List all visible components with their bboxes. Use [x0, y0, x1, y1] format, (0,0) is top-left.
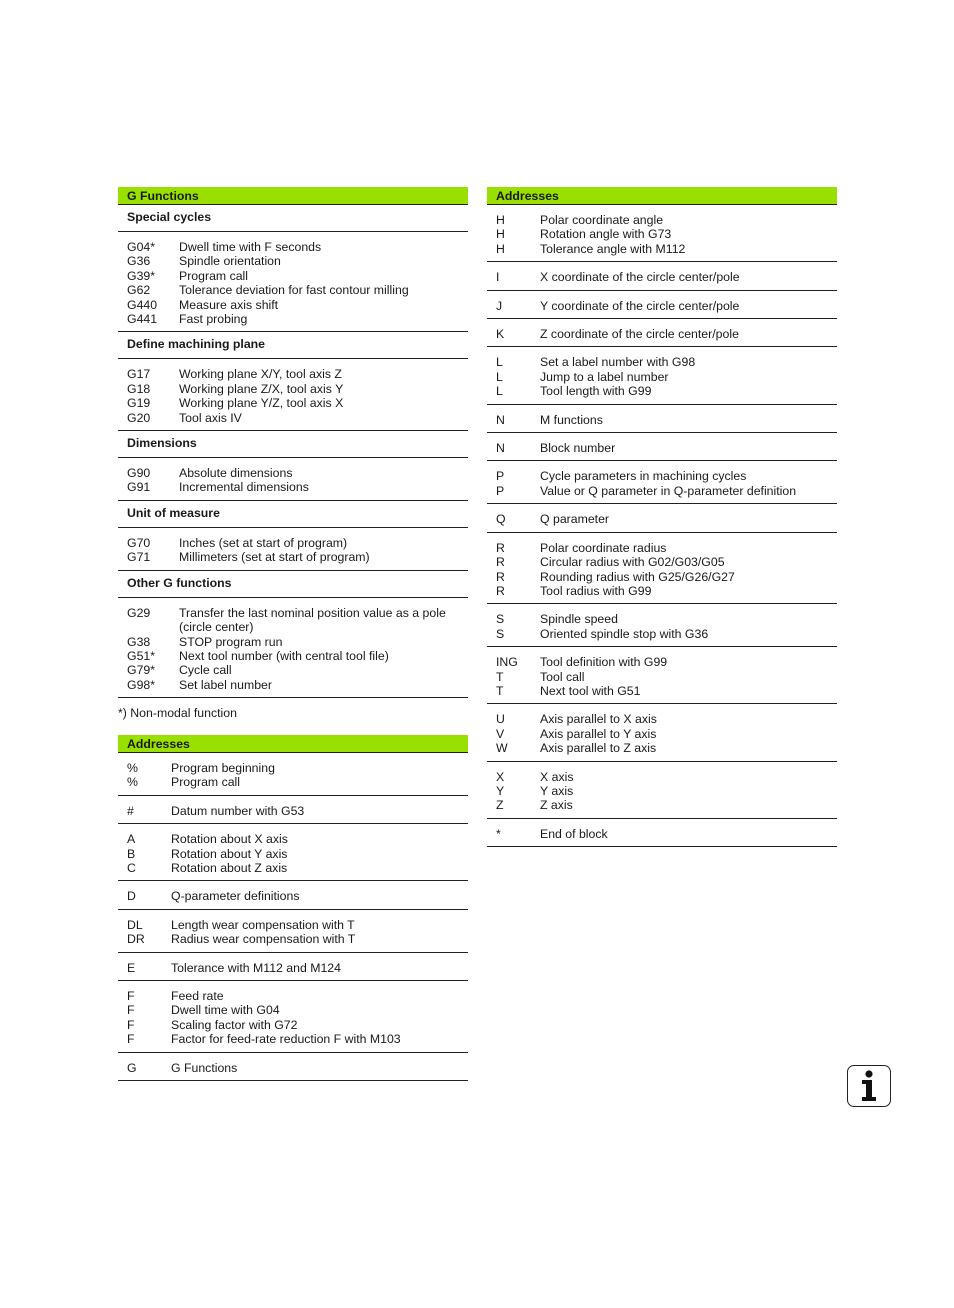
row-description: Inches (set at start of program) — [179, 535, 348, 550]
table-row — [487, 484, 837, 498]
row-description: Axis parallel to Y axis — [540, 726, 657, 741]
row-code: H — [496, 241, 505, 256]
row-description: Factor for feed-rate reduction F with M103 — [171, 1032, 401, 1047]
row-description: Circular radius with G02/G03/G05 — [540, 555, 725, 570]
row-description: Rounding radius with G25/G26/G27 — [540, 569, 735, 584]
row-code: W — [496, 741, 508, 756]
row-description: Dwell time with G04 — [171, 1003, 280, 1018]
table-row — [487, 441, 837, 455]
row-code: Q — [496, 512, 506, 527]
table-row — [487, 784, 837, 798]
row-description: Millimeters (set at start of program) — [179, 550, 370, 565]
row-code: G70 — [127, 535, 151, 550]
row-code: B — [127, 846, 136, 861]
row-description: Tolerance angle with M112 — [540, 241, 686, 256]
addresses-body-left — [118, 753, 468, 1081]
table-row — [487, 584, 837, 598]
row-code: C — [127, 861, 136, 876]
row-code: % — [127, 761, 138, 775]
row-description: Fast probing — [179, 312, 248, 327]
row-code: U — [496, 712, 505, 727]
row-code: G71 — [127, 550, 151, 565]
row-code: A — [127, 832, 136, 847]
group-rows — [118, 359, 468, 431]
row-code: G19 — [127, 396, 151, 411]
address-group — [487, 262, 837, 290]
row-code: G91 — [127, 480, 151, 495]
row-code: # — [127, 803, 134, 818]
row-description: Tool call — [540, 669, 585, 684]
table-row — [118, 761, 468, 775]
row-description: Set a label number with G98 — [540, 355, 696, 370]
table-row — [118, 411, 468, 425]
address-group — [487, 205, 837, 262]
addresses-table-left — [118, 735, 468, 1081]
table-row — [487, 299, 837, 313]
row-code: H — [496, 213, 505, 227]
row-code: S — [496, 612, 505, 627]
row-code: G90 — [127, 466, 151, 481]
row-description: Z axis — [540, 798, 573, 813]
table-row — [487, 213, 837, 227]
row-code: * — [496, 826, 501, 841]
row-code: G — [127, 1060, 137, 1075]
address-group — [487, 461, 837, 504]
group-rows — [118, 458, 468, 501]
row-description: X axis — [540, 769, 574, 784]
row-code: G62 — [127, 283, 151, 298]
row-description: Block number — [540, 441, 616, 456]
address-group — [487, 433, 837, 461]
address-group — [487, 647, 837, 704]
row-description: Y axis — [540, 783, 574, 798]
table-row — [487, 798, 837, 812]
row-description: Axis parallel to X axis — [540, 712, 657, 727]
table-row — [118, 1061, 468, 1075]
table-row — [118, 396, 468, 410]
row-description: Rotation about Z axis — [171, 861, 288, 876]
row-code: R — [496, 583, 505, 598]
row-code: G440 — [127, 297, 158, 312]
group-title: Define machining plane — [118, 332, 468, 359]
row-code: G441 — [127, 312, 158, 327]
table-row — [487, 242, 837, 256]
table-row — [487, 670, 837, 684]
row-code: ING — [496, 655, 518, 670]
info-glyph — [848, 1066, 889, 1105]
row-description: End of block — [540, 826, 608, 841]
address-group — [487, 533, 837, 605]
row-code: L — [496, 369, 503, 384]
row-description: X coordinate of the circle center/pole — [540, 270, 740, 285]
address-group — [487, 604, 837, 647]
row-code: G79* — [127, 663, 156, 678]
table-row — [487, 227, 837, 241]
row-description: Set label number — [179, 677, 272, 692]
row-description: G Functions — [171, 1060, 238, 1075]
row-description: Cycle parameters in machining cycles — [540, 469, 747, 484]
row-description: Program beginning — [171, 761, 275, 775]
table-row — [487, 469, 837, 483]
table-row — [118, 663, 468, 677]
table-row — [487, 770, 837, 784]
addresses-body-right — [487, 205, 837, 847]
addresses-header-right: Addresses — [487, 187, 837, 205]
row-code: G20 — [127, 410, 151, 425]
row-code: T — [496, 683, 504, 698]
g-functions-body — [118, 205, 468, 698]
group-rows — [118, 528, 468, 571]
row-description: Oriented spindle stop with G36 — [540, 626, 709, 641]
row-description: Tool definition with G99 — [540, 655, 668, 670]
table-row — [487, 570, 837, 584]
row-description: Absolute dimensions — [179, 466, 293, 481]
table-row — [487, 684, 837, 698]
address-group — [487, 347, 837, 404]
group-rows — [118, 598, 468, 698]
table-row — [118, 550, 468, 564]
row-description: Tool length with G99 — [540, 384, 652, 399]
info-icon — [847, 1065, 891, 1107]
row-code: V — [496, 726, 505, 741]
table-row — [118, 861, 468, 875]
row-description: Working plane X/Y, tool axis Z — [179, 367, 342, 382]
table-row — [118, 804, 468, 818]
row-code: G18 — [127, 381, 151, 396]
address-group — [487, 291, 837, 319]
row-code: K — [496, 327, 505, 342]
table-row — [487, 270, 837, 284]
g-functions-table — [118, 187, 468, 698]
table-row — [118, 932, 468, 946]
table-row — [118, 466, 468, 480]
row-description: Rotation angle with G73 — [540, 227, 672, 242]
row-code: T — [496, 669, 504, 684]
table-row — [118, 961, 468, 975]
table-row — [118, 606, 468, 635]
row-code: F — [127, 989, 135, 1004]
table-row — [118, 635, 468, 649]
table-row — [487, 727, 837, 741]
address-group — [487, 819, 837, 847]
address-group — [487, 762, 837, 819]
row-description: Tool radius with G99 — [540, 583, 652, 598]
row-code: Y — [496, 783, 505, 798]
row-code: G29 — [127, 605, 151, 620]
row-description: Radius wear compensation with T — [171, 932, 356, 947]
addresses-table-right — [487, 187, 837, 847]
row-description: Q parameter — [540, 512, 610, 527]
group-title: Special cycles — [118, 205, 468, 232]
row-code: L — [496, 384, 503, 399]
row-description: Value or Q parameter in Q-parameter definition — [540, 483, 797, 498]
address-group — [118, 1053, 468, 1081]
table-row — [118, 283, 468, 297]
row-description: Dwell time with F seconds — [179, 240, 322, 254]
row-description: Next tool number (with central tool file) — [179, 648, 389, 663]
table-row — [487, 355, 837, 369]
row-code: H — [496, 227, 505, 242]
table-row — [487, 612, 837, 626]
table-row — [118, 847, 468, 861]
table-row — [487, 541, 837, 555]
row-description: Cycle call — [179, 663, 232, 678]
g-functions-header: G Functions — [118, 187, 468, 205]
table-row — [487, 327, 837, 341]
row-description: Polar coordinate angle — [540, 213, 664, 227]
row-description: Tolerance with M112 and M124 — [171, 960, 341, 975]
row-description: Rotation about Y axis — [171, 846, 288, 861]
row-code: E — [127, 960, 136, 975]
table-row — [118, 1032, 468, 1046]
row-description: Incremental dimensions — [179, 480, 309, 495]
row-description: Spindle orientation — [179, 254, 281, 269]
group-title: Dimensions — [118, 431, 468, 458]
address-group — [118, 796, 468, 824]
table-row — [487, 370, 837, 384]
table-row — [118, 269, 468, 283]
group-title: Other G functions — [118, 571, 468, 598]
row-description: Measure axis shift — [179, 297, 279, 312]
table-row — [118, 649, 468, 663]
table-row — [118, 1018, 468, 1032]
table-row — [118, 480, 468, 494]
row-code: G36 — [127, 254, 151, 269]
address-group — [487, 704, 837, 761]
row-code: F — [127, 1032, 135, 1047]
row-code: N — [496, 441, 505, 456]
address-group — [118, 953, 468, 981]
table-row — [118, 382, 468, 396]
table-row — [118, 536, 468, 550]
row-code: X — [496, 769, 505, 784]
table-row — [487, 555, 837, 569]
table-row — [118, 312, 468, 326]
table-row — [487, 384, 837, 398]
footnote: *) Non-modal function — [118, 706, 237, 720]
row-description: Program call — [171, 775, 241, 790]
table-row — [487, 741, 837, 755]
table-row — [118, 775, 468, 789]
row-code: F — [127, 1017, 135, 1032]
row-code: D — [127, 889, 136, 904]
row-code: P — [496, 469, 505, 484]
row-code: G98* — [127, 677, 156, 692]
row-description: STOP program run — [179, 634, 283, 649]
row-description: Next tool with G51 — [540, 683, 641, 698]
row-description: Program call — [179, 268, 249, 283]
table-row — [118, 298, 468, 312]
address-group — [118, 981, 468, 1053]
table-row — [118, 889, 468, 903]
table-row — [487, 827, 837, 841]
row-code: P — [496, 483, 505, 498]
row-description: Z coordinate of the circle center/pole — [540, 327, 739, 342]
row-code: L — [496, 355, 503, 370]
row-code: I — [496, 270, 500, 285]
table-row — [118, 918, 468, 932]
table-row — [487, 712, 837, 726]
row-code: Z — [496, 798, 504, 813]
row-description: Q-parameter definitions — [171, 889, 300, 904]
address-group — [118, 910, 468, 953]
address-group — [487, 405, 837, 433]
row-description: Jump to a label number — [540, 369, 669, 384]
row-description: Feed rate — [171, 989, 224, 1004]
row-description: Working plane Z/X, tool axis Y — [179, 381, 344, 396]
row-description: Length wear compensation with T — [171, 917, 355, 932]
row-code: F — [127, 1003, 135, 1018]
table-row — [118, 989, 468, 1003]
address-group — [118, 881, 468, 909]
row-code: R — [496, 569, 505, 584]
row-code: DL — [127, 917, 143, 932]
row-code: R — [496, 540, 505, 555]
row-description: Axis parallel to Z axis — [540, 741, 657, 756]
row-description: Tool axis IV — [179, 410, 242, 425]
table-row — [118, 832, 468, 846]
row-description: Polar coordinate radius — [540, 540, 667, 555]
row-code: G39* — [127, 268, 156, 283]
row-code: DR — [127, 932, 145, 947]
address-group — [487, 504, 837, 532]
group-title: Unit of measure — [118, 501, 468, 528]
row-code: % — [127, 775, 138, 790]
row-description: Tolerance deviation for fast contour milling — [179, 283, 409, 298]
row-description: Datum number with G53 — [171, 803, 305, 818]
addresses-header-left: Addresses — [118, 735, 468, 753]
table-row — [118, 678, 468, 692]
table-row — [118, 367, 468, 381]
row-description: Scaling factor with G72 — [171, 1017, 298, 1032]
row-code: G51* — [127, 648, 156, 663]
row-code: G38 — [127, 634, 151, 649]
row-description: Spindle speed — [540, 612, 618, 627]
row-description: Y coordinate of the circle center/pole — [540, 298, 740, 313]
table-row — [487, 413, 837, 427]
table-row — [487, 512, 837, 526]
row-description: Transfer the last nominal position value as a pole (circle center) — [179, 605, 446, 635]
address-group — [118, 753, 468, 796]
row-description: Rotation about X axis — [171, 832, 288, 847]
row-code: J — [496, 298, 503, 313]
table-row — [487, 627, 837, 641]
row-code: N — [496, 412, 505, 427]
table-row — [118, 1003, 468, 1017]
table-row — [118, 240, 468, 254]
row-description: M functions — [540, 412, 603, 427]
row-code: R — [496, 555, 505, 570]
table-row — [118, 254, 468, 268]
row-code: G17 — [127, 367, 151, 382]
row-code: S — [496, 626, 505, 641]
address-group — [118, 824, 468, 881]
group-rows — [118, 232, 468, 332]
row-description: Working plane Y/Z, tool axis X — [179, 396, 344, 411]
address-group — [487, 319, 837, 347]
table-row — [487, 655, 837, 669]
row-code: G04* — [127, 240, 156, 254]
